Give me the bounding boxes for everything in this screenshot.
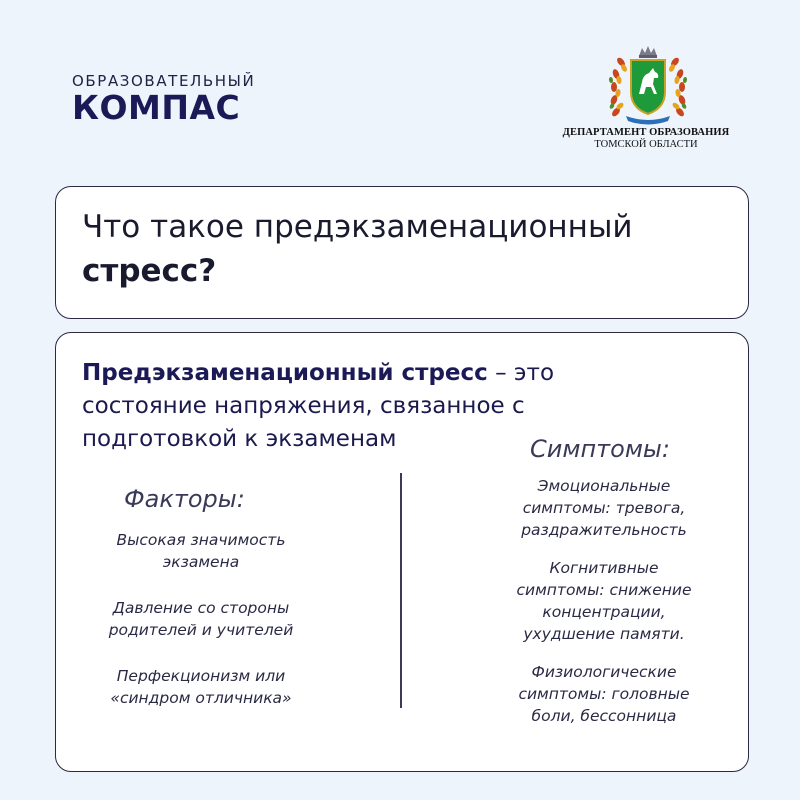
department-region: ТОМСКОЙ ОБЛАСТИ [594, 139, 698, 150]
question-line-2: стресс? [82, 253, 217, 289]
definition-part-3: подготовкой к экзаменам [82, 426, 397, 452]
symptoms-title: Симптомы: [530, 435, 670, 463]
question-line-1: Что такое предэкзаменационный [82, 209, 633, 245]
definition-term: Предэкзаменационный стресс [82, 360, 488, 386]
symptom-item: Эмоциональные симптомы: тревога, раздражительность [521, 477, 687, 539]
content-card [55, 332, 749, 772]
coat-of-arms-icon [606, 42, 690, 126]
symptom-item: Физиологические симптомы: головные боли, бессонница [518, 663, 690, 725]
brand-logo [72, 72, 255, 126]
brand-title: КОМПАС [72, 88, 241, 127]
brand-subtitle: ОБРАЗОВАТЕЛЬНЫЙ [72, 72, 256, 90]
department-label [560, 127, 732, 150]
factor-item: Давление со стороны родителей и учителей [108, 599, 294, 639]
column-divider [400, 473, 402, 708]
department-name: ДЕПАРТАМЕНТ ОБРАЗОВАНИЯ [562, 127, 730, 138]
symptom-item: Когнитивные симптомы: снижение концентрации, ухудшение памяти. [516, 559, 692, 643]
definition-part-2: состояние напряжения, связанное с [82, 393, 525, 419]
factor-item: Перфекционизм или «синдром отличника» [110, 667, 292, 707]
factor-item: Высокая значимость экзамена [116, 531, 286, 571]
question-heading [82, 205, 633, 293]
definition-part-1: – это [487, 360, 555, 386]
factors-title: Факторы: [124, 485, 245, 513]
question-card [55, 186, 749, 319]
